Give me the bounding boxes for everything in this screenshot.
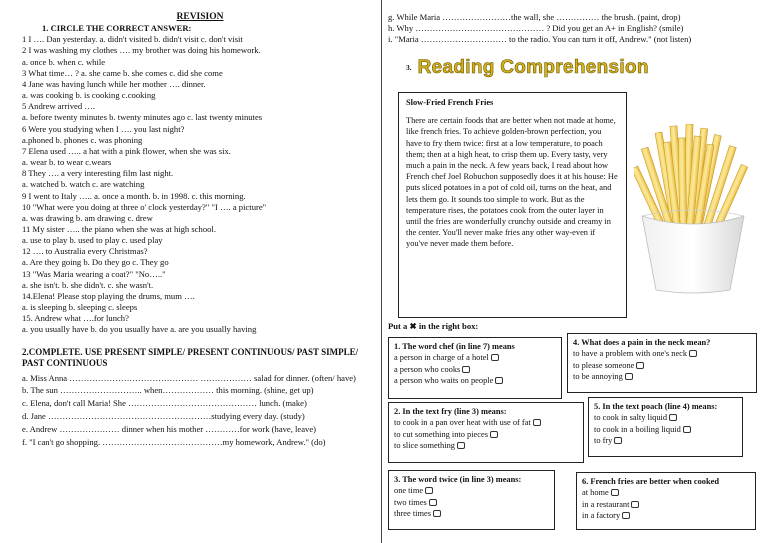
exercise-line: a. once b. when c. while [22, 56, 106, 67]
option-row[interactable]: one time [394, 485, 549, 496]
question-3-box [388, 470, 555, 530]
option-row[interactable]: in a restaurant [582, 499, 750, 510]
section-1-heading: 1. CIRCLE THE CORRECT ANSWER: [42, 23, 192, 34]
question-6-box [576, 472, 756, 530]
reading-heading [406, 57, 649, 78]
exercise-line: 6 Were you studying when I …. you last night? [22, 123, 185, 134]
exercise-line: a. was drawing b. am drawing c. drew [22, 212, 153, 223]
answer-checkbox[interactable] [533, 419, 541, 426]
exercise-1-list [22, 34, 378, 335]
complete-line: c. Elena, don't call Maria! She ……………………………………… lunch. (make) [22, 397, 307, 408]
exercise-line: a. before twenty minutes b. twenty minutes ago c. last twenty minutes [22, 112, 263, 123]
answer-checkbox[interactable] [631, 501, 639, 508]
question-5-title: 5. In the text poach (line 4) means: [594, 402, 718, 411]
article-box [398, 92, 627, 318]
exercise-line: 15. Andrew what ….for lunch? [22, 313, 129, 324]
exercise-line: 5 Andrew arrived …. [22, 101, 96, 112]
option-row[interactable]: to have a problem with one's neck [573, 348, 751, 359]
exercise-line: 13 "Was Maria wearing a coat?" "No….." [22, 268, 166, 279]
answer-checkbox[interactable] [636, 362, 644, 369]
option-row[interactable]: to cook in salty liquid [594, 412, 737, 423]
question-2-title: 2. In the text fry (line 3) means: [394, 407, 507, 416]
answer-checkbox[interactable] [490, 431, 498, 438]
complete-line: h. Why ……………………………………… ? Did you get an A+ in English? (smile) [388, 23, 684, 34]
reading-column [388, 12, 764, 540]
question-4-title: 4. What does a pain in the neck mean? [573, 338, 711, 347]
answer-checkbox[interactable] [457, 442, 465, 449]
exercise-line: a. watched b. watch c. are watching [22, 179, 145, 190]
question-3-title: 3. The word twice (in line 3) means: [394, 475, 522, 484]
question-1-box [388, 337, 562, 399]
column-divider [381, 0, 382, 543]
question-6-title: 6. French fries are better when cooked [582, 477, 719, 486]
option-row[interactable]: to cook in a pan over heat with use of fat [394, 417, 578, 428]
answer-checkbox[interactable] [625, 373, 633, 380]
exercise-line: 10 "What were you doing at three o' clock yesterday?" "I …. a picture" [22, 201, 267, 212]
question-1-title: 1. The word chef (in line 7) means [394, 342, 515, 351]
exercise-2-list [22, 373, 378, 449]
option-row[interactable]: to cook in a boiling liquid [594, 424, 737, 435]
complete-line: d. Jane …………………………………………………studying every day. (study) [22, 411, 305, 421]
answer-checkbox[interactable] [614, 437, 622, 444]
section-2-heading: 2.COMPLETE. USE PRESENT SIMPLE/ PRESENT CONTINUOUS/ PAST SIMPLE/ PAST CONTINUOUS [22, 346, 359, 369]
complete-line: f. "I can't go shopping. ……………………………………my homework, Andrew." (do) [22, 437, 326, 448]
answer-checkbox[interactable] [669, 414, 677, 421]
option-row[interactable]: three times [394, 508, 549, 519]
exercise-line: a. use to play b. used to play c. used play [22, 235, 163, 246]
exercise-line: 7 Elena used ….. a hat with a pink flower, when she was six. [22, 145, 231, 156]
page-title: REVISION [176, 12, 224, 22]
exercise-line: a. you usually have b. do you usually have a. are you usually having [22, 324, 257, 335]
answer-checkbox[interactable] [611, 489, 619, 496]
option-row[interactable]: to please someone [573, 360, 751, 371]
answer-checkbox[interactable] [495, 377, 503, 384]
answer-checkbox[interactable] [425, 487, 433, 494]
reading-title: Reading Comprehension [417, 57, 649, 78]
option-row[interactable]: two times [394, 497, 549, 508]
option-row[interactable]: to be annoying [573, 371, 751, 382]
option-row[interactable]: a person in charge of a hotel [394, 352, 556, 363]
exercise-line: a. is sleeping b. sleeping c. sleeps [22, 302, 138, 313]
option-row[interactable]: in a factory [582, 510, 750, 521]
answer-checkbox[interactable] [622, 512, 630, 519]
exercise-line: 3 What time… ? a. she came b. she comes c. did she come [22, 67, 223, 78]
complete-line: b. The sun ……………………….. when……………… this morning. (shine, get up) [22, 384, 314, 395]
exercise-line: 2 I was washing my clothes …. my brother was doing his homework. [22, 45, 261, 56]
complete-line: i. "Maria ………………………… to the radio. You can turn it off, Andrew." (not listen) [388, 34, 692, 45]
instruction-text: Put a ✖ in the right box: [388, 321, 479, 331]
answer-checkbox[interactable] [683, 426, 691, 433]
section-3-number: 3. [406, 63, 412, 72]
french-fries-image [634, 124, 752, 294]
article-title: Slow-Fried French Fries [406, 98, 494, 107]
exercise-line: 1 I …. Dan yesterday. a. didn't visited b. didn't visit c. don't visit [22, 34, 243, 45]
answer-checkbox[interactable] [429, 499, 437, 506]
exercise-line: a. was cooking b. is cooking c.cooking [22, 90, 156, 101]
question-4-box [567, 333, 757, 393]
option-row[interactable]: at home [582, 487, 750, 498]
exercise-line: a. Are they going b. Do they go c. They go [22, 257, 169, 268]
exercise-line: 12 …. to Australia every Christmas? [22, 246, 148, 257]
revision-column [22, 12, 378, 540]
exercise-line: 9 I went to Italy ….. a. once a month. b. in 1998. c. this morning. [22, 190, 246, 201]
complete-line: g. While Maria ……………………the wall, she …………… the brush. (paint, drop) [388, 12, 681, 22]
exercise-line: 14.Elena! Please stop playing the drums, mum …. [22, 290, 195, 301]
option-row[interactable]: a person who waits on people [394, 375, 556, 386]
exercise-line: a. she isn't. b. she didn't. c. she wasn't. [22, 279, 154, 290]
answer-checkbox[interactable] [433, 510, 441, 517]
question-2-box [388, 402, 584, 463]
question-5-box [588, 397, 743, 457]
complete-line: a. Miss Anna ……………………………………… ……………… salad for dinner. (often/ have) [22, 372, 356, 383]
article-text: There are certain foods that are better when not made at home, like french fries. To achieve golden-brown perfection, you have to fry them twice: first at a low temperature, to poach them; then at a high heat, to crisp them up. Every tasty, very much a pain in the neck. A few years back, I read about how French chef Joel Robuchon supposedly does it at his house: He puts sliced potatoes in a pot of cold oil, turns on the heat, and lets them go. It sounds too simple to work. But as the temperature rises, the potatoes cook from the outer layer in until the fries are wonderfully crunchy outside and creamy in the center. You'll never make fries any other way-even if you've never made them before. [406, 116, 618, 249]
answer-checkbox[interactable] [462, 366, 470, 373]
option-row[interactable]: to cut something into pieces [394, 429, 578, 440]
exercise-line: 4 Jane was having lunch while her mother …. dinner. [22, 78, 206, 89]
answer-checkbox[interactable] [491, 354, 499, 361]
option-row[interactable]: a person who cooks [394, 364, 556, 375]
exercise-line: a. wear b. to wear c.wears [22, 157, 112, 168]
answer-checkbox[interactable] [689, 350, 697, 357]
exercise-line: 11 My sister ….. the piano when she was at high school. [22, 223, 216, 234]
option-row[interactable]: to slice something [394, 440, 578, 451]
exercise-line: a.phoned b. phones c. was phoning [22, 134, 143, 145]
option-row[interactable]: to fry [594, 435, 737, 446]
exercise-line: 8 They …. a very interesting film last night. [22, 168, 174, 179]
complete-line: e. Andrew ………………… dinner when his mother …………for work (have, leave) [22, 424, 317, 435]
